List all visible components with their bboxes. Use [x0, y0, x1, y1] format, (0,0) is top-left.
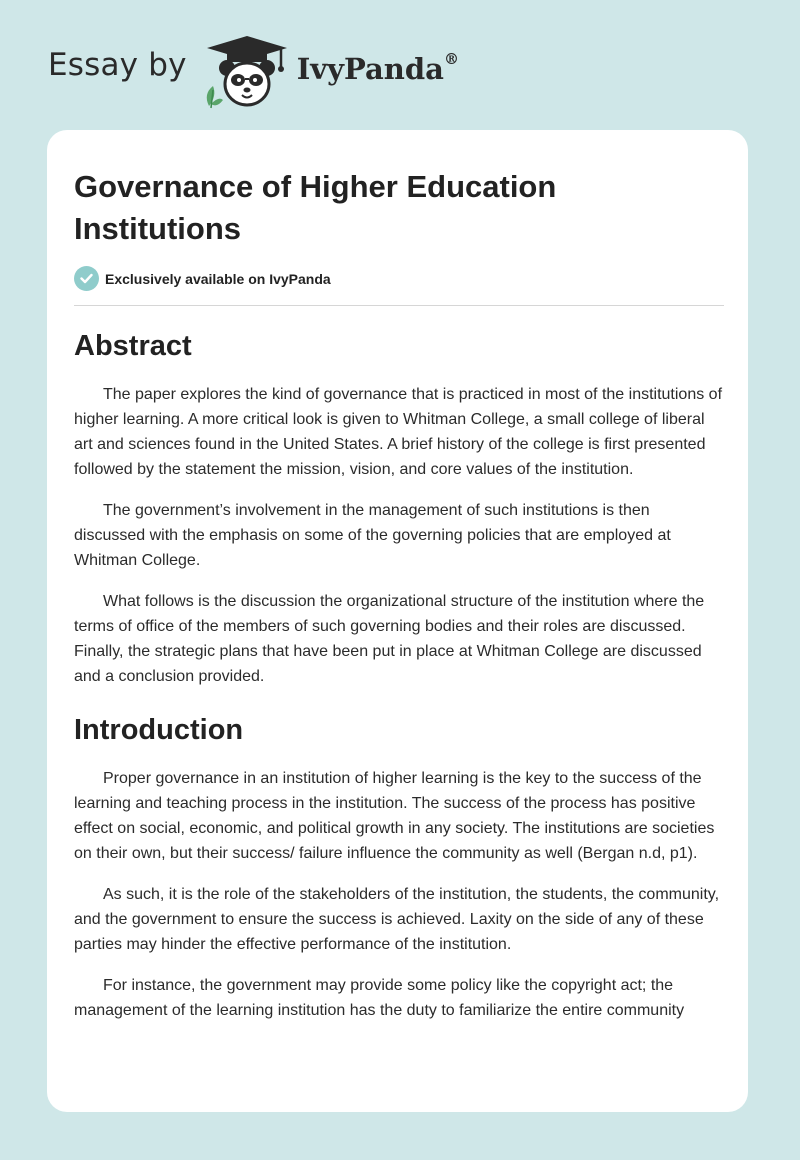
paragraph: The government’s involvement in the management of such institutions is then discussed with the emphasis on some of the governing policies that are employed at Whitman College.	[74, 502, 671, 569]
paragraph: For instance, the government may provide some policy like the copyright act; the management of the learning institution has the duty to familiarize the entire community	[74, 977, 685, 1019]
essay-by-label: Essay by	[48, 47, 187, 83]
section-heading-introduction: Introduction	[74, 714, 244, 746]
exclusive-badge	[74, 266, 724, 291]
brand-name[interactable]	[297, 52, 459, 86]
registered-mark: ®	[443, 50, 459, 68]
paragraph: Proper governance in an institution of higher learning is the key to the success of the learning and teaching process in the institution. The success of the process has positive effect on social, economic, and political growth in any society. The institutions are societies on their own, but their success/ failure influence the community as well (Bergan n.d, p1).	[74, 770, 715, 862]
exclusive-badge-text: Exclusively available on IvyPanda	[105, 270, 331, 287]
site-header	[48, 32, 459, 112]
divider	[74, 305, 724, 306]
check-circle-icon	[74, 266, 99, 291]
paragraph: The paper explores the kind of governance that is practiced in most of the institutions of higher learning. A more critical look is given to Whitman College, a small college of liberal art and sciences found in the United States. A brief history of the college is first presented followed by the statement the mission, vision, and core values of the institution.	[74, 386, 723, 478]
essay-title: Governance of Higher Education Institutions	[74, 169, 557, 246]
paragraph: As such, it is the role of the stakeholders of the institution, the students, the community, and the government to ensure the success is achieved. Laxity on the side of any of these parties may hinder the effective performance of the institution.	[74, 886, 720, 953]
paragraph: What follows is the discussion the organizational structure of the institution where the terms of office of the members of such governing bodies and their roles are discussed. Finally, the strategic plans that have been put in place at Whitman College are discussed and a conclusion provided.	[74, 593, 705, 685]
essay-card	[47, 130, 748, 1112]
section-heading-abstract: Abstract	[74, 330, 192, 362]
section-body-abstract	[74, 382, 724, 689]
panda-graduate-logo-icon[interactable]	[201, 34, 293, 110]
section-body-introduction	[74, 766, 724, 1023]
essay-content	[74, 166, 724, 1023]
brand-name-text: IvyPanda	[296, 52, 444, 86]
